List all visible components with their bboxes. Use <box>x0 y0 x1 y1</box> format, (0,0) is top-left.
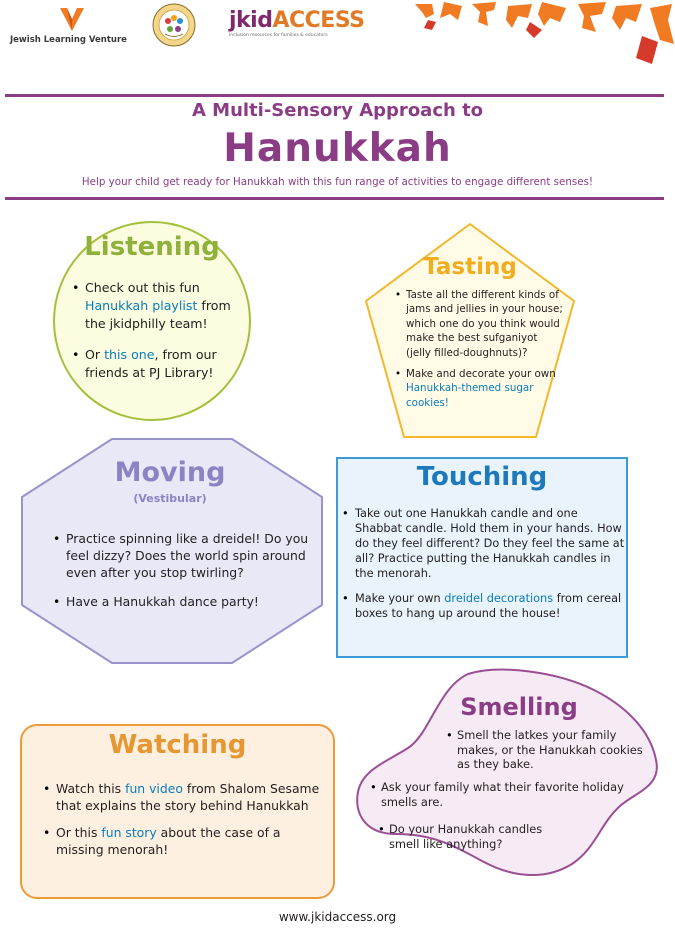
jkidaccess-wordmark <box>229 8 365 33</box>
listening-item2-rest: , from our friends at PJ Library! <box>85 347 217 380</box>
hanukkah-playlist-link[interactable]: Hanukkah playlist <box>85 298 198 313</box>
touching-item2-text: Make your own <box>355 592 441 605</box>
jkidaccess-tagline: inclusion resources for families & educators <box>229 33 328 38</box>
list-item: • Ask your family what their favorite holiday smells are. <box>370 780 640 809</box>
listening-item1-text: Check out this fun <box>85 280 200 295</box>
smelling-section <box>350 666 662 878</box>
list-item: • Practice spinning like a dreidel! Do you feel dizzy? Does the world spin around even after you stop twirling? <box>53 530 315 581</box>
list-item <box>342 591 626 621</box>
watching-item2-rest: about the case of a missing menorah! <box>56 825 281 857</box>
watching-heading: Watching <box>108 730 247 760</box>
list-item <box>43 825 329 858</box>
listening-section <box>52 220 252 422</box>
community-seal-icon <box>152 3 196 47</box>
list-item: • Take out one Hanukkah candle and one Shabbat candle. Hold them in your hands. How do they feel different? Do they feel the same at all? Practice putting the Hanukkah candles in the menorah. <box>342 506 626 581</box>
jewish-learning-venture-logo <box>10 6 140 46</box>
page-kicker: A Multi-Sensory Approach to <box>191 100 484 121</box>
list-item: • Smell the latkes your family makes, or the Hanukkah cookies as they bake. <box>446 728 652 772</box>
top-divider <box>5 94 664 97</box>
tasting-item2-text: Make and decorate your own <box>406 368 556 381</box>
touching-section <box>336 457 628 658</box>
touching-list <box>342 506 626 631</box>
moving-heading: Moving <box>114 457 226 488</box>
moving-subheading: (Vestibular) <box>133 492 207 505</box>
list-item: • Do your Hanukkah candles smell like anything? <box>378 822 558 851</box>
tasting-section <box>364 222 576 440</box>
smelling-heading: Smelling <box>460 693 578 721</box>
listening-item2-text: Or <box>85 347 101 362</box>
fun-story-link[interactable]: fun story <box>101 825 157 841</box>
page-intro: Help your child get ready for Hanukkah with this fun range of activities to engage different senses! <box>81 176 594 188</box>
listening-heading: Listening <box>84 232 220 262</box>
sugar-cookies-link[interactable]: Hanukkah-themed sugar cookies! <box>406 382 534 409</box>
list-item <box>395 367 563 410</box>
jlv-chevron-icon <box>58 6 86 32</box>
dreidel-decorations-link[interactable]: dreidel decorations <box>444 592 554 605</box>
footer-website-url[interactable]: www.jkidaccess.org <box>278 910 397 924</box>
listening-list <box>72 279 244 395</box>
jkid-wordmark-part: jkid <box>229 8 273 33</box>
watching-item1-text: Watch this <box>56 781 122 796</box>
moving-section <box>20 437 324 665</box>
list-item: • Have a Hanukkah dance party! <box>53 593 315 610</box>
header-bottom-divider <box>5 197 664 200</box>
jlv-org-name: Jewish Learning Venture <box>10 35 127 45</box>
this-one-link[interactable]: this one <box>104 347 155 362</box>
list-item <box>72 279 244 333</box>
tasting-list <box>395 288 563 417</box>
hebrew-letters-decoration <box>410 0 675 70</box>
list-item: • Taste all the different kinds of jams and jellies in your house; which one do you think would make the best sufganiyot (jelly filled-doughnuts)? <box>395 288 563 360</box>
list-item <box>43 781 329 814</box>
watching-item1-rest: from Shalom Sesame that explains the story behind Hanukkah <box>56 781 320 813</box>
watching-section <box>20 724 335 899</box>
jkidaccess-logo <box>229 8 365 38</box>
page-title: Hanukkah <box>223 126 452 171</box>
tasting-heading: Tasting <box>423 254 517 280</box>
listening-item1-rest: from the jkidphilly team! <box>85 298 231 331</box>
moving-list <box>53 530 315 622</box>
touching-item2-rest: from cereal boxes to hang up around the house! <box>355 592 622 620</box>
list-item <box>72 346 244 382</box>
watching-list <box>43 781 329 869</box>
fun-video-link[interactable]: fun video <box>125 781 183 796</box>
access-wordmark-part: ACCESS <box>272 8 365 33</box>
watching-item2-text: Or this <box>56 825 98 841</box>
touching-heading: Touching <box>416 462 548 492</box>
